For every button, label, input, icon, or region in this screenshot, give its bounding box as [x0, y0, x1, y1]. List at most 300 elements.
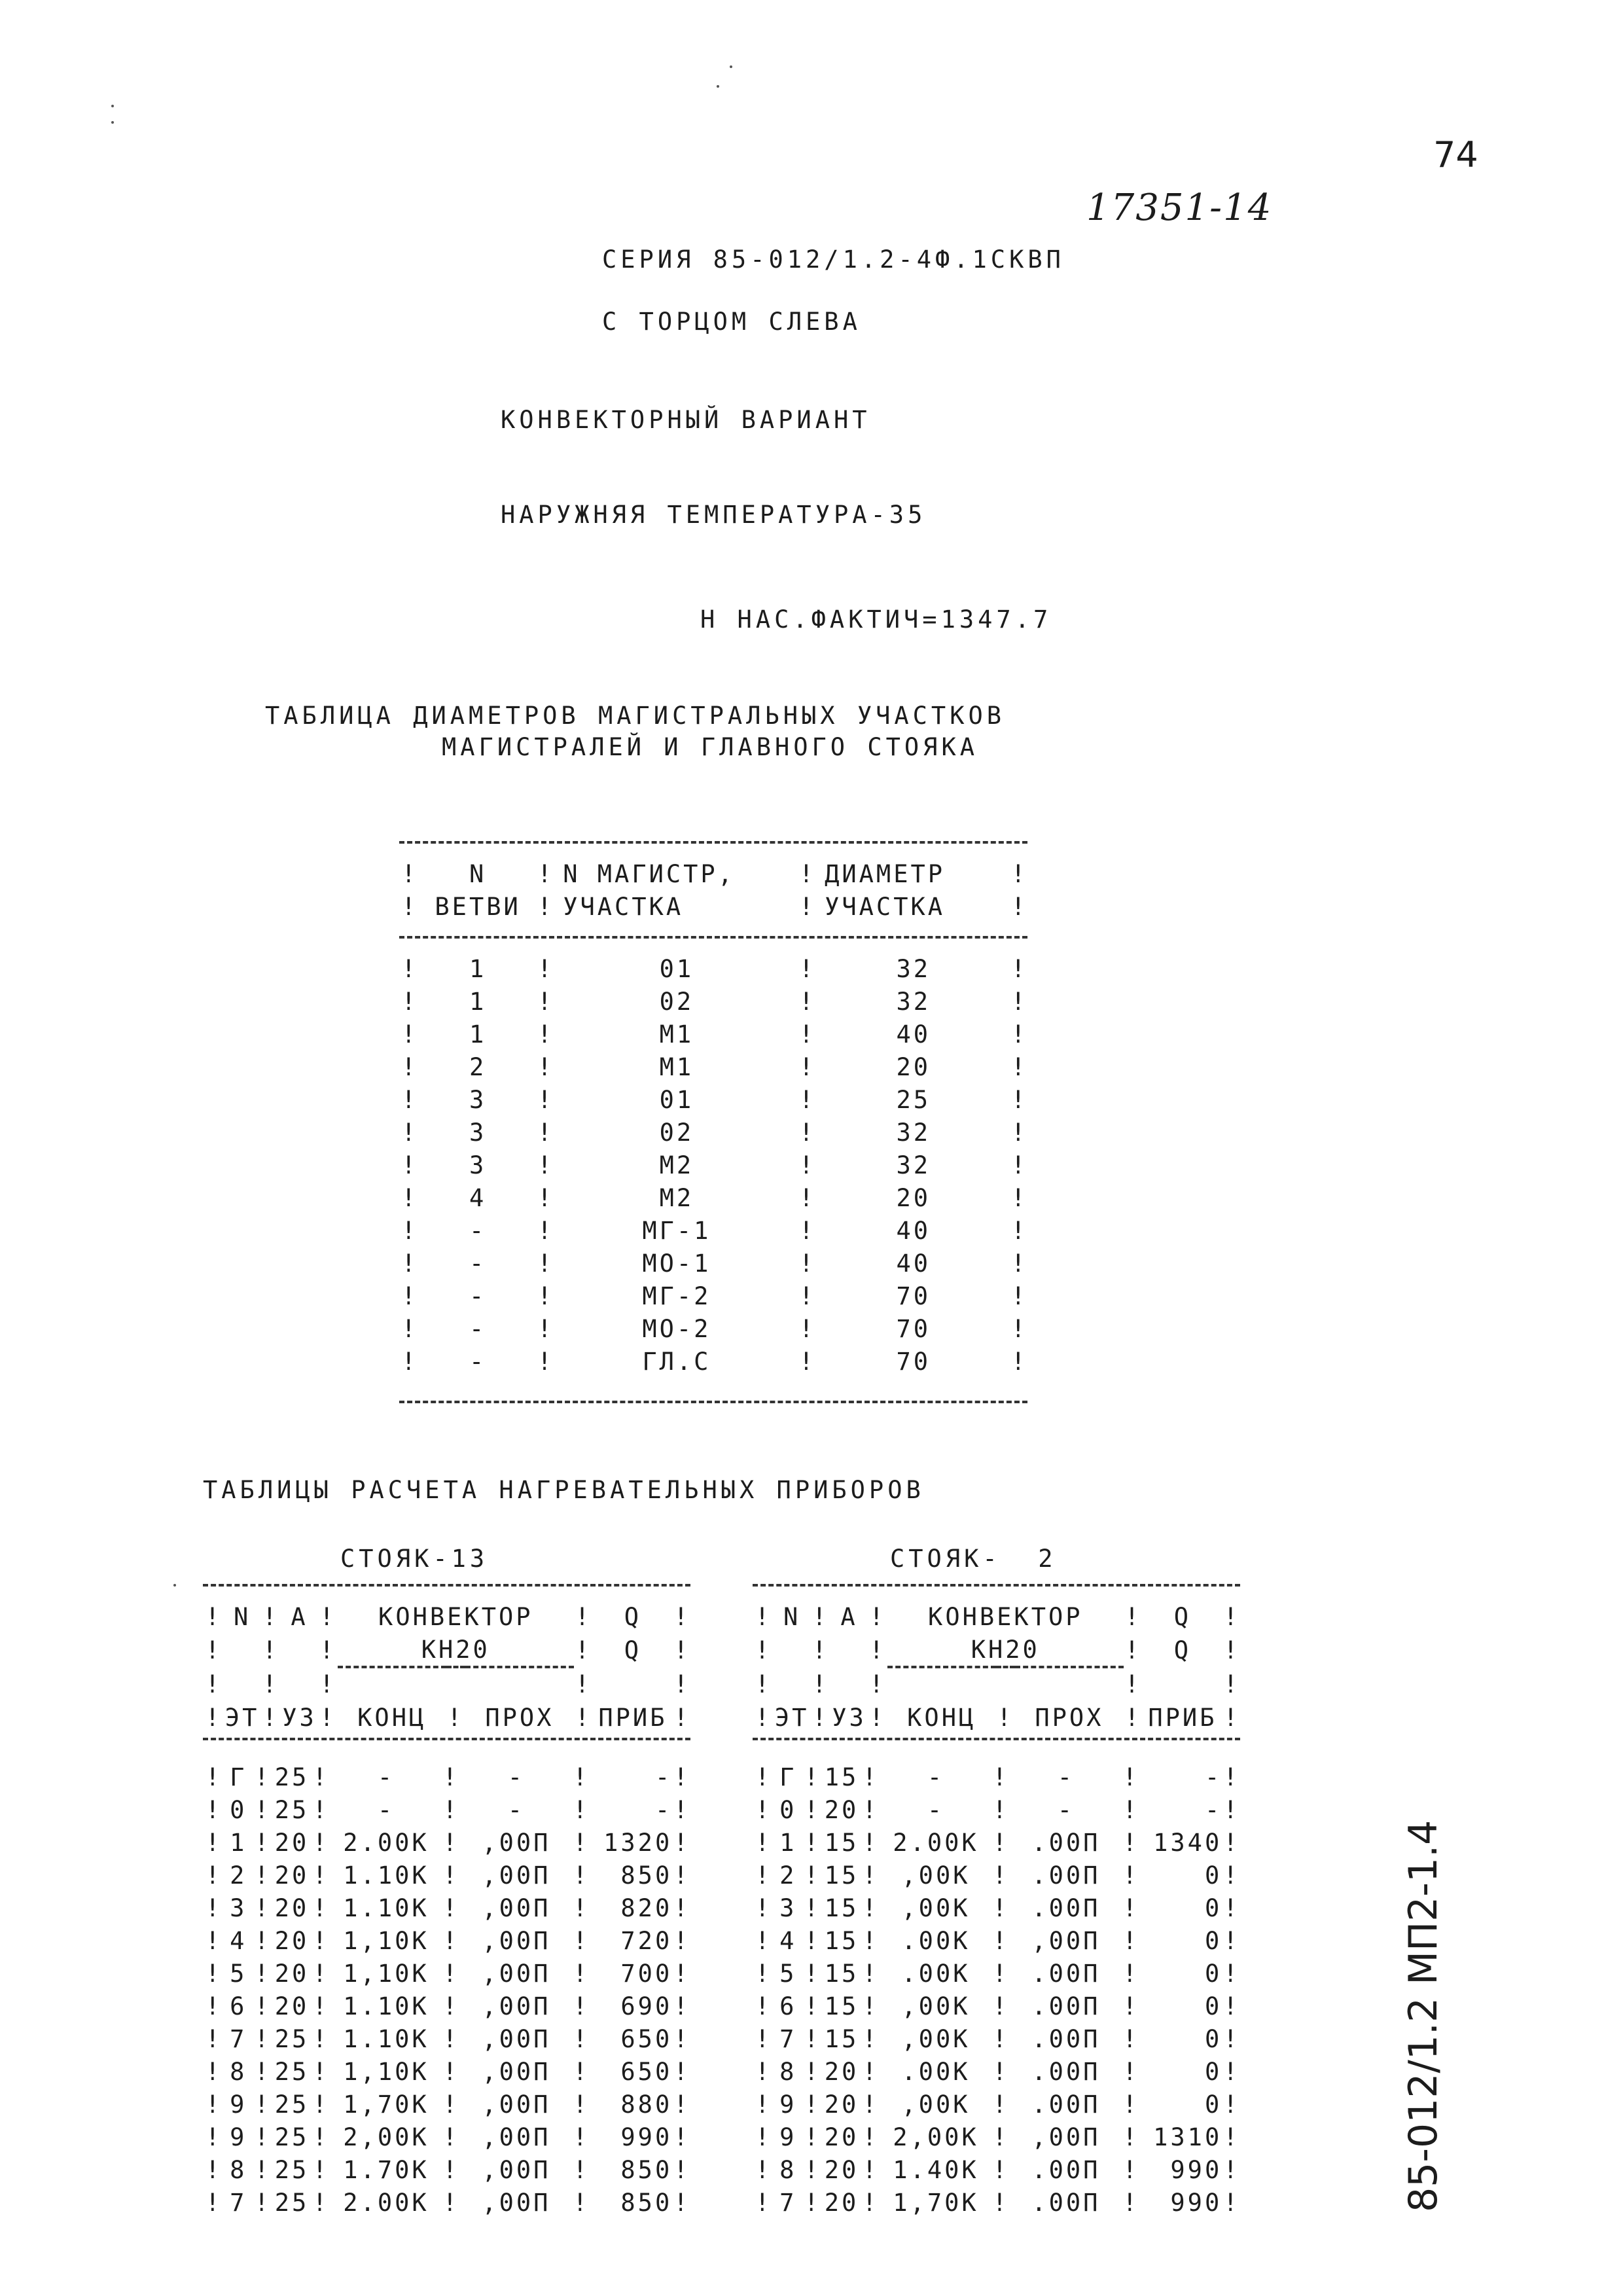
branch-header: N: [469, 859, 487, 888]
floor-cell: 1: [779, 1828, 797, 1857]
column-separator: !: [537, 1118, 555, 1147]
pass-cell: ,00П: [482, 2090, 551, 2119]
column-separator: !: [573, 1861, 590, 1890]
column-separator: !: [442, 1861, 460, 1890]
branch-cell: -: [469, 1249, 487, 1278]
table-row: [754, 2153, 1241, 2186]
column-separator: !: [673, 1795, 691, 1824]
right-heater-header: ! N ! А ! КОНВЕКТОР ! Q ! ! ! ! КН20 ! Q ! ! ! ! ! ! ! ЭТ ! УЗ ! КОНЦ ! ПРОХ ! ПРИБ !: [754, 1600, 1241, 1734]
table-row: [204, 2121, 692, 2153]
node-cell: 20: [274, 1959, 310, 1988]
floor-cell: 4: [779, 1926, 797, 1955]
end-cell: 1.10К: [343, 1992, 429, 2020]
node-cell: 20: [274, 1828, 310, 1857]
column-separator: !: [1122, 1893, 1140, 1922]
column-separator: !: [798, 1020, 816, 1049]
end-cell: ,00К: [901, 2090, 971, 2119]
node-cell: 20: [824, 2090, 859, 2119]
column-separator: !: [401, 1151, 419, 1179]
q-header: Q: [624, 1602, 642, 1631]
column-separator: !: [862, 1959, 880, 1988]
column-separator: !: [205, 1763, 223, 1791]
n-header: N: [234, 1602, 251, 1631]
column-separator: !: [992, 2188, 1010, 2217]
column-separator: !: [205, 1959, 223, 1988]
column-separator: !: [1122, 2188, 1140, 2217]
table-row: [204, 1990, 692, 2022]
column-separator: !: [798, 1052, 816, 1081]
branch-cell: -: [469, 1347, 487, 1376]
pass-cell: ,00П: [1031, 1926, 1101, 1955]
branch-cell: 1: [469, 1020, 487, 1049]
device-cell: 990: [620, 2123, 673, 2151]
column-separator: !: [205, 2057, 223, 2086]
column-separator: !: [401, 1085, 419, 1114]
table-row: [401, 1247, 1029, 1280]
column-separator: !: [573, 2090, 590, 2119]
column-separator: !: [312, 1926, 330, 1955]
column-separator: !: [442, 1893, 460, 1922]
column-separator: !: [254, 1828, 272, 1857]
end-cell: 2.00К: [343, 2188, 429, 2217]
column-separator: !: [401, 987, 419, 1016]
column-separator: !: [862, 1992, 880, 2020]
floor-cell: 5: [779, 1959, 797, 1988]
column-separator: !: [804, 1861, 821, 1890]
column-separator: !: [537, 1314, 555, 1343]
diameter-cell: 40: [896, 1216, 931, 1245]
node-cell: 20: [824, 1795, 859, 1824]
column-separator: !: [804, 2188, 821, 2217]
column-separator: !: [1122, 1992, 1140, 2020]
column-separator: !: [1222, 1861, 1241, 1890]
column-separator: !: [798, 987, 816, 1016]
device-cell: 650: [620, 2024, 673, 2053]
column-separator: !: [312, 1795, 330, 1824]
column-separator: !: [804, 1959, 821, 1988]
table-row: [204, 2055, 692, 2088]
column-separator: !: [755, 2155, 772, 2184]
table-row: [401, 985, 1029, 1018]
table-row: [204, 1957, 692, 1990]
table-header-divider: [399, 936, 1027, 939]
column-separator: !: [573, 1795, 590, 1824]
riser-right-title: СТОЯК- 2: [890, 1545, 1057, 1573]
model-header: КН20: [971, 1635, 1040, 1664]
column-separator: !: [1010, 1020, 1028, 1049]
column-separator: !: [992, 1828, 1010, 1857]
node-cell: 20: [824, 2123, 859, 2151]
column-separator: !: [537, 1249, 555, 1278]
floor-cell: Г: [230, 1763, 247, 1791]
column-separator: !: [254, 1893, 272, 1922]
column-separator: !: [862, 2155, 880, 2184]
table-row: [754, 2022, 1241, 2055]
branch-cell: 3: [469, 1151, 487, 1179]
device-header: ПРИБ: [1148, 1703, 1217, 1732]
floor-cell: 8: [230, 2057, 247, 2086]
column-separator: !: [862, 1763, 880, 1791]
column-separator: !: [755, 2090, 772, 2119]
pass-cell: .00П: [1031, 2188, 1101, 2217]
branch-cell: 3: [469, 1085, 487, 1114]
column-separator: !: [992, 1926, 1010, 1955]
pass-cell: ,00П: [482, 1861, 551, 1890]
column-separator: !: [312, 2024, 330, 2053]
node-cell: 15: [824, 1763, 859, 1791]
column-separator: !: [673, 2123, 691, 2151]
column-separator: !: [573, 1926, 590, 1955]
column-separator: !: [992, 1893, 1010, 1922]
node-cell: 15: [824, 2024, 859, 2053]
node-cell: 20: [824, 2188, 859, 2217]
floor-cell: 9: [779, 2123, 797, 2151]
end-cell: 2.00К: [343, 1828, 429, 1857]
end-cell: 1,10К: [343, 2057, 429, 2086]
end-cell: .00К: [901, 2057, 971, 2086]
column-separator: !: [673, 1861, 691, 1890]
segment-cell: М1: [659, 1020, 694, 1049]
device-cell: 690: [620, 1992, 673, 2020]
column-separator: !: [1222, 2090, 1241, 2119]
table-row: [401, 1280, 1029, 1312]
end-cell: -: [377, 1795, 395, 1824]
column-separator: !: [401, 1020, 419, 1049]
device-cell: 990: [1170, 2188, 1222, 2217]
column-separator: !: [442, 2024, 460, 2053]
column-separator: !: [1010, 1052, 1028, 1081]
column-separator: !: [755, 1763, 772, 1791]
end-cell: 2.00К: [893, 1828, 979, 1857]
end-cell: -: [927, 1795, 945, 1824]
column-separator: !: [862, 1861, 880, 1890]
segment-cell: М2: [659, 1151, 694, 1179]
column-separator: !: [205, 1795, 223, 1824]
diameter-cell: 32: [896, 987, 931, 1016]
end-cell: -: [927, 1763, 945, 1791]
column-separator: !: [254, 1861, 272, 1890]
column-separator: !: [254, 2123, 272, 2151]
column-separator: !: [798, 1249, 816, 1278]
pass-cell: -: [1057, 1763, 1075, 1791]
pass-cell: .00П: [1031, 2057, 1101, 2086]
column-separator: !: [312, 2155, 330, 2184]
scan-speck: [717, 85, 719, 88]
end-cell: .00К: [901, 1959, 971, 1988]
table-row: [204, 2022, 692, 2055]
table-row: [401, 1181, 1029, 1214]
device-cell: 0: [1204, 2090, 1222, 2119]
branch-cell: -: [469, 1216, 487, 1245]
column-separator: !: [442, 1992, 460, 2020]
table-row: [754, 1826, 1241, 1859]
column-separator: !: [401, 1052, 419, 1081]
scan-speck: [111, 121, 114, 124]
column-separator: !: [673, 2057, 691, 2086]
segment-cell: МГ-2: [642, 1282, 711, 1310]
column-separator: !: [205, 2155, 223, 2184]
column-separator: !: [862, 2057, 880, 2086]
table-row: [401, 1083, 1029, 1116]
column-separator: !: [804, 2057, 821, 2086]
column-separator: !: [312, 1861, 330, 1890]
column-separator: !: [673, 1828, 691, 1857]
column-separator: !: [804, 2155, 821, 2184]
column-separator: !: [537, 1216, 555, 1245]
diameters-body: [401, 952, 1029, 1378]
column-separator: !: [862, 1828, 880, 1857]
right-heater-body: [754, 1761, 1241, 2219]
column-separator: !: [205, 1828, 223, 1857]
node-cell: 25: [274, 2057, 310, 2086]
column-separator: !: [1010, 954, 1028, 983]
outdoor-temp-line: НАРУЖНЯЯ ТЕМПЕРАТУРА-35: [501, 501, 927, 529]
column-separator: !: [254, 2024, 272, 2053]
column-separator: !: [798, 1347, 816, 1376]
pass-cell: ,00П: [482, 1828, 551, 1857]
pass-cell: ,00П: [482, 2024, 551, 2053]
pass-header: ПРОХ: [1035, 1703, 1104, 1732]
floor-header: ЭТ: [774, 1703, 810, 1732]
end-cell: -: [377, 1763, 395, 1791]
column-separator: !: [1222, 2155, 1241, 2184]
pass-cell: ,00П: [482, 1959, 551, 1988]
column-separator: !: [312, 1959, 330, 1988]
column-separator: !: [1122, 1795, 1140, 1824]
column-separator: !: [442, 1828, 460, 1857]
pass-cell: .00П: [1031, 1893, 1101, 1922]
floor-cell: 8: [779, 2155, 797, 2184]
end-cell: 1,70К: [893, 2188, 979, 2217]
table-row: [204, 1892, 692, 1924]
table-border-bottom: [399, 1401, 1027, 1403]
column-separator: !: [862, 2188, 880, 2217]
diameter-cell: 32: [896, 1151, 931, 1179]
side-document-code: 85-012/1.2 МП2-1.4: [1400, 1820, 1446, 2212]
column-separator: !: [992, 1861, 1010, 1890]
pass-cell: .00П: [1031, 1959, 1101, 1988]
branch-header-2: ВЕТВИ: [435, 892, 521, 921]
device-cell: 0: [1204, 1959, 1222, 1988]
column-separator: !: [1122, 1828, 1140, 1857]
end-cell: 1,10К: [343, 1959, 429, 1988]
column-separator: !: [573, 1893, 590, 1922]
column-separator: !: [804, 2024, 821, 2053]
node-cell: 15: [824, 1992, 859, 2020]
column-separator: !: [1010, 1282, 1028, 1310]
floor-cell: 6: [230, 1992, 247, 2020]
diameter-cell: 70: [896, 1347, 931, 1376]
device-cell: 0: [1204, 2057, 1222, 2086]
column-separator: !: [312, 2123, 330, 2151]
column-separator: !: [442, 1763, 460, 1791]
diameter-cell: 32: [896, 1118, 931, 1147]
column-separator: !: [401, 1347, 419, 1376]
column-separator: !: [1222, 2024, 1241, 2053]
end-cell: 1.40К: [893, 2155, 979, 2184]
column-separator: !: [401, 1282, 419, 1310]
column-separator: !: [798, 1085, 816, 1114]
pass-header: ПРОХ: [485, 1703, 554, 1732]
column-separator: !: [1010, 1183, 1028, 1212]
column-separator: !: [992, 1795, 1010, 1824]
column-separator: !: [254, 2188, 272, 2217]
floor-cell: 9: [230, 2090, 247, 2119]
device-cell: -: [654, 1795, 673, 1824]
column-separator: !: [254, 1763, 272, 1791]
end-cell: ,00К: [901, 2024, 971, 2053]
segment-cell: МО-2: [642, 1314, 711, 1343]
column-separator: !: [254, 2090, 272, 2119]
table-row: [204, 2088, 692, 2121]
column-separator: !: [1222, 1926, 1241, 1955]
column-separator: !: [401, 1216, 419, 1245]
column-separator: !: [1010, 1216, 1028, 1245]
column-separator: !: [1222, 1893, 1241, 1922]
floor-cell: 8: [779, 2057, 797, 2086]
segment-cell: 01: [659, 954, 694, 983]
node-cell: 20: [824, 2057, 859, 2086]
column-separator: !: [1222, 2123, 1241, 2151]
node-cell: 15: [824, 1861, 859, 1890]
column-separator: !: [312, 1893, 330, 1922]
column-separator: !: [755, 1893, 772, 1922]
column-separator: !: [1122, 1959, 1140, 1988]
column-separator: !: [862, 1893, 880, 1922]
table-row: [754, 2055, 1241, 2088]
column-separator: !: [673, 1992, 691, 2020]
column-separator: !: [573, 2024, 590, 2053]
diameter-cell: 40: [896, 1249, 931, 1278]
pass-cell: ,00П: [482, 1926, 551, 1955]
pass-cell: ,00П: [482, 1893, 551, 1922]
column-separator: !: [205, 2188, 223, 2217]
column-separator: !: [798, 1118, 816, 1147]
pass-cell: .00П: [1031, 1828, 1101, 1857]
column-separator: !: [1010, 1085, 1028, 1114]
column-separator: !: [205, 1893, 223, 1922]
table-row: [754, 1924, 1241, 1957]
pass-cell: ,00П: [482, 2188, 551, 2217]
floor-cell: 6: [779, 1992, 797, 2020]
column-separator: !: [442, 2155, 460, 2184]
end-cell: 2,00К: [343, 2123, 429, 2151]
column-separator: !: [312, 1992, 330, 2020]
column-separator: !: [755, 2024, 772, 2053]
table-row: [204, 2153, 692, 2186]
column-separator: !: [573, 2057, 590, 2086]
diameter-cell: 20: [896, 1052, 931, 1081]
column-separator: !: [401, 1249, 419, 1278]
end-cell: ,00К: [901, 1992, 971, 2020]
table-row: [204, 1924, 692, 1957]
column-separator: !: [401, 954, 419, 983]
diameter-cell: 20: [896, 1183, 931, 1212]
column-separator: !: [992, 2155, 1010, 2184]
node-cell: 25: [274, 2024, 310, 2053]
column-separator: !: [442, 1959, 460, 1988]
column-separator: !: [804, 1795, 821, 1824]
end-cell: 1,10К: [343, 1926, 429, 1955]
series-line: СЕРИЯ 85-012/1.2-4Ф.1СКВП: [602, 245, 1065, 274]
table-row: [754, 1957, 1241, 1990]
device-cell: 700: [620, 1959, 673, 1988]
device-cell: 850: [620, 2155, 673, 2184]
column-separator: !: [673, 1763, 691, 1791]
column-separator: !: [573, 2155, 590, 2184]
floor-cell: 4: [230, 1926, 247, 1955]
column-separator: !: [755, 1795, 772, 1824]
column-separator: !: [673, 1893, 691, 1922]
device-cell: 990: [1170, 2155, 1222, 2184]
table-row: [204, 1859, 692, 1892]
column-separator: !: [1122, 2024, 1140, 2053]
floor-cell: 7: [779, 2188, 797, 2217]
device-cell: 0: [1204, 1861, 1222, 1890]
pass-cell: .00П: [1031, 1992, 1101, 2020]
column-separator: !: [205, 2123, 223, 2151]
column-separator: !: [442, 2090, 460, 2119]
variant-line: КОНВЕКТОРНЫЙ ВАРИАНТ: [501, 406, 871, 434]
column-separator: !: [1122, 2155, 1140, 2184]
column-separator: !: [254, 1795, 272, 1824]
pass-cell: ,00П: [482, 2123, 551, 2151]
column-separator: !: [205, 2090, 223, 2119]
column-separator: !: [755, 1828, 772, 1857]
node-cell: 25: [274, 2123, 310, 2151]
column-separator: !: [755, 1861, 772, 1890]
table-row: [401, 952, 1029, 985]
table-row: [754, 2121, 1241, 2153]
column-separator: !: [573, 1763, 590, 1791]
column-separator: !: [992, 2123, 1010, 2151]
segment-cell: М1: [659, 1052, 694, 1081]
column-separator: !: [673, 1959, 691, 1988]
device-cell: 1310: [1153, 2123, 1222, 2151]
column-separator: !: [798, 1183, 816, 1212]
table-row: [401, 1018, 1029, 1050]
column-separator: !: [1122, 2123, 1140, 2151]
branch-cell: 2: [469, 1052, 487, 1081]
column-separator: !: [537, 1183, 555, 1212]
column-separator: !: [1222, 2188, 1241, 2217]
column-separator: !: [537, 1347, 555, 1376]
floor-cell: 3: [230, 1893, 247, 1922]
end-cell: ,00К: [901, 1893, 971, 1922]
column-separator: !: [442, 2123, 460, 2151]
device-cell: 880: [620, 2090, 673, 2119]
pass-cell: -: [507, 1795, 525, 1824]
diameters-table-title: ТАБЛИЦА ДИАМЕТРОВ МАГИСТРАЛЬНЫХ УЧАСТКОВ: [265, 702, 1006, 730]
floor-cell: 3: [779, 1893, 797, 1922]
column-separator: !: [862, 1795, 880, 1824]
node-cell: 15: [824, 1959, 859, 1988]
diameter-cell: 70: [896, 1314, 931, 1343]
column-separator: !: [673, 2188, 691, 2217]
column-separator: !: [673, 2024, 691, 2053]
riser-left-title: СТОЯК-13: [340, 1545, 489, 1573]
column-separator: !: [442, 1926, 460, 1955]
end-header: КОНЦ: [357, 1703, 427, 1732]
column-separator: !: [537, 954, 555, 983]
pump-head-line: Н НАС.ФАКТИЧ=1347.7: [700, 605, 1052, 634]
column-separator: !: [573, 2188, 590, 2217]
pass-cell: .00П: [1031, 2155, 1101, 2184]
column-separator: !: [1222, 1992, 1241, 2020]
column-separator: !: [573, 1828, 590, 1857]
column-separator: !: [798, 954, 816, 983]
device-cell: 1340: [1153, 1828, 1222, 1857]
